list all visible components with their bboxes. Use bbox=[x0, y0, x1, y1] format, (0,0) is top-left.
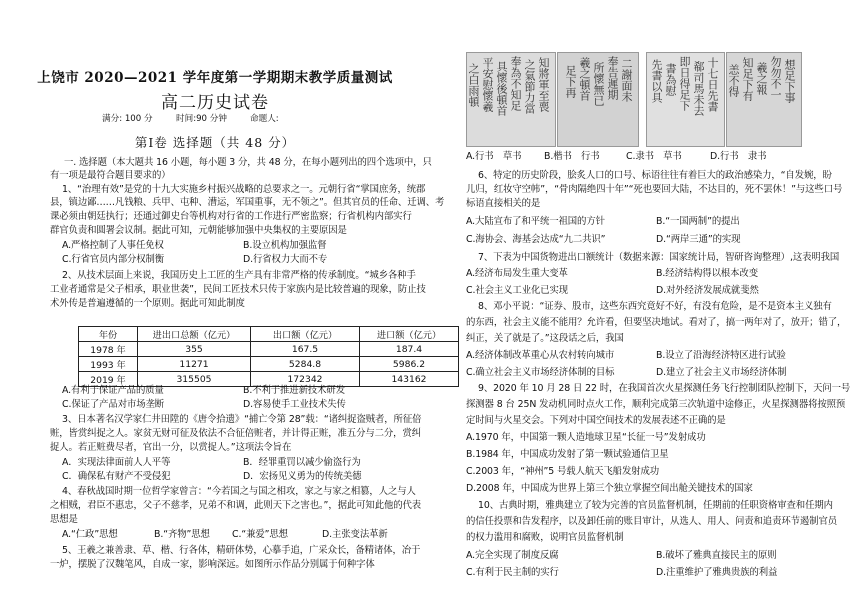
text-line: 8、邓小平说：“证券、股市，这些东西究竟好不好，有没有危险，是不是资本主义独有 bbox=[478, 301, 832, 312]
option-c: C.确立社会主义市场经济体制的目标 bbox=[466, 367, 615, 378]
option-a: A.1970 年，中国第一颗人造地球卫星“长征一号”发射成功 bbox=[466, 432, 706, 443]
option-b: B.破坏了雅典直接民主的原则 bbox=[656, 550, 777, 561]
table-cell: 1993 年 bbox=[79, 357, 138, 372]
table-cell: 1978 年 bbox=[79, 342, 138, 357]
table-row bbox=[79, 357, 459, 372]
option-b: B.楷书 行书 bbox=[544, 151, 600, 162]
option-d: D.注重维护了雅典贵族的利益 bbox=[656, 567, 778, 578]
text-line: 有一项是最符合题目要求的） bbox=[50, 170, 171, 181]
option-d: D.行省权力大而不专 bbox=[243, 254, 328, 265]
option-a: A．实现法律面前人人平等 bbox=[62, 457, 171, 468]
trade-table bbox=[78, 326, 459, 387]
option-c: C.隶书 草书 bbox=[626, 151, 682, 162]
option-b: B.“一国两制”的提出 bbox=[656, 216, 740, 227]
option-d: D．宏扬见义勇为的传统美德 bbox=[243, 471, 362, 482]
text-line: 术外传是普遍遵循的一个原则。据此可知此制度 bbox=[50, 298, 245, 309]
option-a: A.严格控制了人事任免权 bbox=[62, 240, 164, 251]
text-line: 儿归，红妆守空帏”，“骨肉隔绝四十年”“死也要回大陆，不达目的，死不罢休！”与这些口号 bbox=[466, 184, 843, 195]
text-line: 县，镇边鄙……凡钱粮、兵甲、屯种、漕运，军国重事，无不领之”。但其官员的任命、迁调、考 bbox=[50, 197, 445, 208]
exam-time: 时间:90 分钟 bbox=[176, 114, 227, 124]
table-cell: 143162 bbox=[360, 372, 459, 387]
option-a: A.有利于保证产品的质量 bbox=[62, 385, 164, 396]
calligraphy-image-4: 想足下事 勿勿不一 羲之報 知足下有 恙不得 bbox=[726, 52, 802, 147]
table-cell: 2019 年 bbox=[79, 372, 138, 387]
table-header: 进出口总额（亿元） bbox=[138, 327, 251, 342]
option-a: A.经济布局发生重大变革 bbox=[466, 268, 568, 279]
option-b: B.经济结构得以根本改变 bbox=[656, 268, 758, 279]
text-line: 6、特定的历史阶段，脍炙人口的口号、标语往往有着巨大的政治感染力，“自发婉，盼 bbox=[478, 170, 832, 181]
option-b: B.“齐物”思想 bbox=[154, 529, 210, 540]
option-c: C.海协会、海基会达成“九二共识” bbox=[466, 234, 606, 245]
option-a: A.“仁政”思想 bbox=[62, 529, 118, 540]
calligraphy-image-2: 二謝面未 奉告遲期 所懷無已 羲之頓首 足下再 bbox=[557, 52, 639, 147]
table-cell: 5284.8 bbox=[251, 357, 360, 372]
text-line: 10、古典时期，雅典建立了较为完善的官员监督机制，任期前的任职资格审查和任期内 bbox=[478, 500, 833, 511]
table-cell: 355 bbox=[138, 342, 251, 357]
text-line: 3、日本著名汉学家仁井田陞的《唐令拾遗》“捕亡令第 28”载：“诸纠捉盗贼者，所征倍 bbox=[62, 414, 422, 425]
text-line: 思想是 bbox=[50, 514, 78, 525]
text-line: 7、下表为中国货物进出口额统计（数据来源：国家统计局，智研咨询整理）,这表明我国 bbox=[478, 252, 840, 263]
table-cell: 315505 bbox=[138, 372, 251, 387]
option-a: A.完全实现了制度反腐 bbox=[466, 550, 559, 561]
text-line: 的信任投票和告发程序，以及卸任前的账目审计，从选人、用人、问责和追责环节遏制官员 bbox=[466, 516, 838, 527]
table-cell: 187.4 bbox=[360, 342, 459, 357]
text-line: 一. 选择题（本大题共 16 小题，每小题 3 分，共 48 分，在每小题列出的四个选项中，只 bbox=[64, 157, 432, 168]
text-line: 9、2020 年 10 月 28 日 22 时，在我国首次火星探测任务飞行控制团队控制下，天问一号 bbox=[478, 383, 851, 394]
text-line: 之相贼，君臣不惠忠，父子不慈孝，兄弟不和调，此则天下之害也。”，据此可知此他的代表 bbox=[50, 500, 422, 511]
text-line: 的东西，社会主义能不能用？允许看，但要坚决地试。看对了，搞一两年对了，放开；错了， bbox=[466, 317, 847, 328]
text-line: 标语直接相关的是 bbox=[466, 198, 541, 209]
option-d: D.行书 隶书 bbox=[710, 151, 767, 162]
text-line: 捉人。若正赃费尽者，官出一分，以赏捉人。”这项法令旨在 bbox=[50, 442, 292, 453]
option-a: A.大陆宣布了和平统一祖国的方针 bbox=[466, 216, 605, 227]
text-line: 课必须由朝廷执行；还通过御史台等机构对行省的工作进行严密监察；行省机构内部实行 bbox=[50, 211, 412, 222]
table-row bbox=[79, 342, 459, 357]
calligraphy-image-3: 十七日先書 郗司馬未去 即日得足下 書為慰 先書以具 bbox=[646, 52, 725, 147]
table-cell: 167.5 bbox=[251, 342, 360, 357]
option-c: C.社会主义工业化已实现 bbox=[466, 285, 569, 296]
option-d: D.2008 年，中国成为世界上第三个独立掌握空间出舱关键技术的国家 bbox=[466, 483, 753, 494]
calligraphy-image-1: 知將軍至喪 之氣節力當 奉為不知足 具懷後頓首 平安慰懷羲 之白雨頓 bbox=[466, 52, 556, 147]
option-d: D.建立了社会主义市场经济体制 bbox=[656, 367, 787, 378]
option-b: B.设立了沿海经济特区进行试验 bbox=[656, 350, 786, 361]
option-b: B.设立机构加强监督 bbox=[243, 240, 327, 251]
option-a: A.经济体制改革重心从农村转向城市 bbox=[466, 350, 615, 361]
text-line: 赃，皆赏纠捉之人。家贫无财可征及依法不合征倍赃者，并计得正赃，准五分与二分，赏纠 bbox=[50, 428, 422, 439]
text-line: 群官负责和圆署会议制。据此可知，元朝能够加强中央集权的主要原因是 bbox=[50, 225, 347, 236]
full-score: 满分: 100 分 bbox=[102, 114, 153, 124]
text-line: 的权力滥用和腐败，说明官员监督机制 bbox=[466, 532, 624, 543]
table-cell: 11271 bbox=[138, 357, 251, 372]
table-header: 年份 bbox=[79, 327, 138, 342]
author: 命题人: bbox=[250, 114, 279, 124]
option-b: B.1984 年，中国成功发射了第一颗试验通信卫星 bbox=[466, 449, 669, 460]
option-a: A.行书 草书 bbox=[466, 151, 522, 162]
exam-subtitle: 高二历史试卷 bbox=[161, 93, 269, 113]
option-c: C.2003 年，“神州”5 号载人航天飞船发射成功 bbox=[466, 466, 660, 477]
option-d: D.容易使手工业技术失传 bbox=[243, 399, 346, 410]
option-d: D.“两岸三通”的实现 bbox=[656, 234, 741, 245]
option-b: B.不利于推进新技术研发 bbox=[243, 385, 345, 396]
option-c: C.保证了产品对市场垄断 bbox=[62, 399, 165, 410]
text-line: 一炉，摆脱了汉魏笔风，自成一家，影响深远。如图所示作品分别属于何种字体 bbox=[50, 559, 375, 570]
table-cell: 172342 bbox=[251, 372, 360, 387]
table-header: 进口额（亿元） bbox=[360, 327, 459, 342]
part-heading: 第Ⅰ卷 选择题（共 48 分） bbox=[134, 135, 296, 150]
text-line: 4、春秋战国时期一位哲学家曾言：“今若国之与国之相攻，家之与家之相篡，人之与人 bbox=[62, 486, 416, 497]
option-d: D.对外经济发展成就斐然 bbox=[656, 285, 759, 296]
option-c: C．确保私有财产不受侵犯 bbox=[62, 471, 171, 482]
text-line: 探测器 8 台 25N 发动机同时点火工作，顺利完成第三次轨道中途修正，火星探测器将按照预 bbox=[466, 399, 846, 410]
text-line: 工业者通常是父子相承，职业世袭”，民间工匠技术只传于家族内是比较普遍的现象，防止技 bbox=[50, 284, 426, 295]
option-c: C.有利于民主制的实行 bbox=[466, 567, 559, 578]
table-cell: 5986.2 bbox=[360, 357, 459, 372]
exam-title: 上饶市 2020—2021 学年度第一学期期末教学质量测试 bbox=[37, 70, 393, 86]
option-c: C.行省官员内部分权制衡 bbox=[62, 254, 165, 265]
option-d: D.主张变法革新 bbox=[322, 529, 388, 540]
table-header: 出口额（亿元） bbox=[251, 327, 360, 342]
text-line: 纠正，关了就是了。”这段话之后，我国 bbox=[466, 333, 624, 344]
option-c: C.“兼爱”思想 bbox=[232, 529, 288, 540]
option-b: B．经罪重罚以减少偷盗行为 bbox=[243, 457, 361, 468]
text-line: 定时间与火星交会。下列对中国空间技术的发展表述不正确的是 bbox=[466, 415, 726, 426]
text-line: 1、“治理有效”是党的十九大实施乡村振兴战略的总要求之一。元朝行省“掌国庶务，统郡 bbox=[62, 184, 426, 195]
text-line: 5、王羲之兼善隶、草、楷、行各体，精研体势，心摹手追，广采众长，备精诸体，冶于 bbox=[62, 545, 421, 556]
text-line: 2、从技术层面上来说，我国历史上工匠的生产具有非常严格的传承制度。“城乡各种手 bbox=[62, 270, 416, 281]
